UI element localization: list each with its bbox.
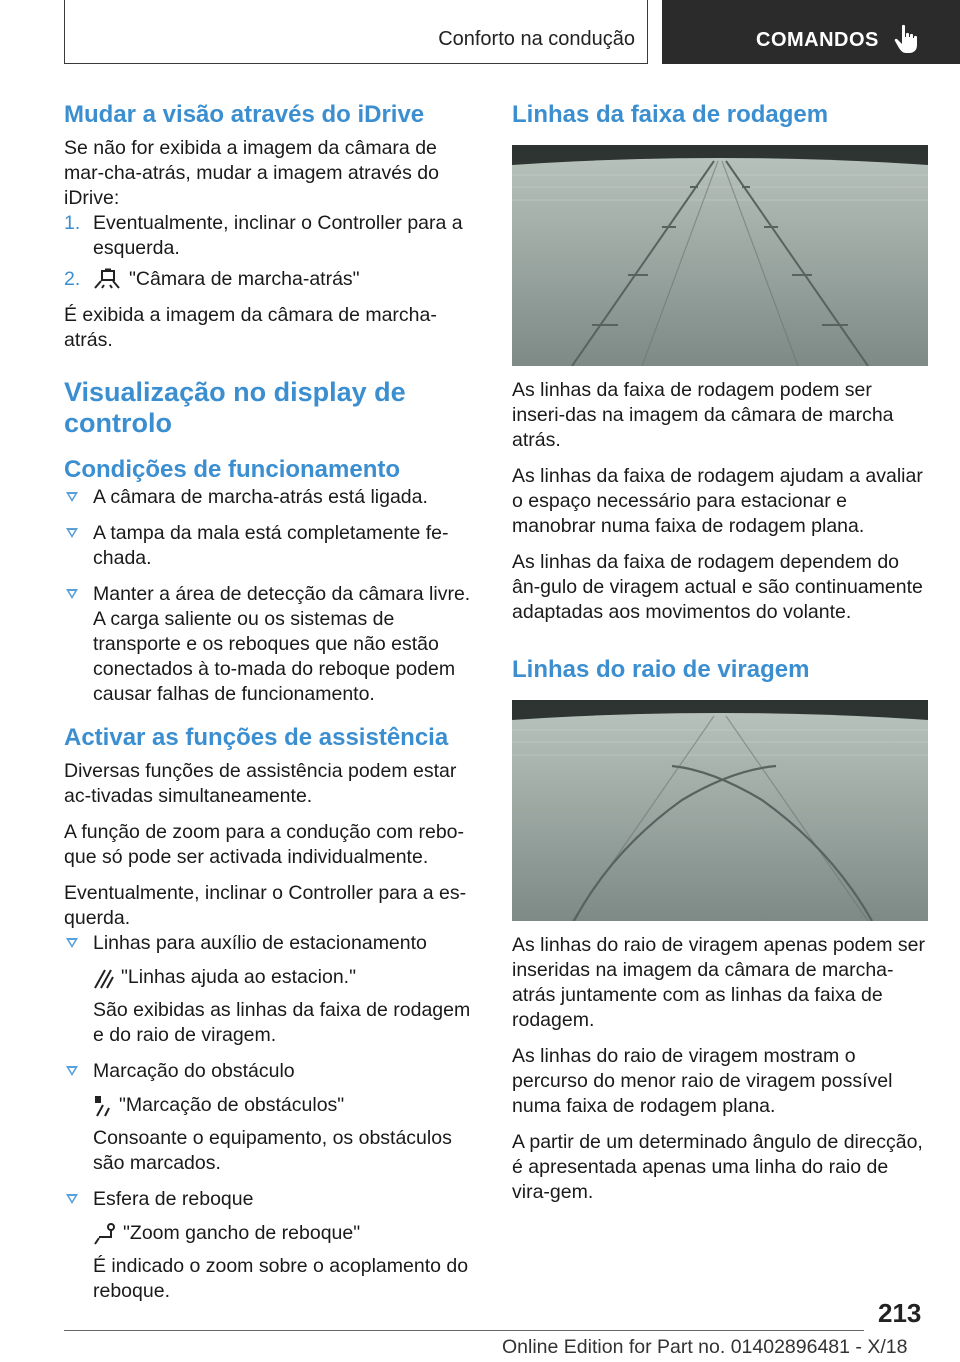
footer-edition: Online Edition for Part no. 01402896481 - X/18 [502,1336,908,1358]
heading-assist: Activar as funções de assistência [64,724,449,751]
function-description: Consoante o equipamento, os obstáculos são marcados. [93,1127,452,1174]
functions-list [64,931,480,1304]
header-chapter-title: COMANDOS [756,29,879,51]
heading-idrive: Mudar a visão através do iDrive [64,101,425,128]
heading-display: Visualização no display de controlo [64,377,406,438]
function-menu-label: "Linhas ajuda ao estacion." [121,966,357,988]
paragraph-radius-3: A partir de um determinado ângulo de direcção, é apresentada apenas uma linha do raio de vira-gem. [512,1131,923,1203]
header-section-title: Conforto na condução [438,28,635,50]
conditions-list [64,485,480,707]
lane-lines-camera-image [512,145,928,366]
function-menu-label: "Marcação de obstáculos" [119,1094,345,1116]
function-menu-label: "Zoom gancho de reboque" [123,1222,361,1244]
function-menu-row [93,1221,480,1246]
heading-conditions: Condições de funcionamento [64,456,401,483]
paragraph-radius-1: As linhas do raio de viragem apenas podem ser inseridas na imagem da câmara de marcha-atrás juntamente com as linhas da faixa de rodagem. [512,934,925,1031]
paragraph-assist-1: Diversas funções de assistência podem estar ac-tivadas simultaneamente. [64,760,457,807]
function-item [64,1059,480,1176]
obstacle-marking-icon [93,1095,113,1117]
right-column [512,100,930,1205]
function-title: Marcação do obstáculo [93,1060,295,1082]
paragraph-assist-2: A função de zoom para a condução com rebo-que só pode ser activada individualmente. [64,821,464,868]
function-item [64,931,480,1048]
function-menu-row [93,1093,480,1118]
function-description: É indicado o zoom sobre o acoplamento do reboque. [93,1255,469,1302]
function-title: Esfera de reboque [93,1188,254,1210]
tow-hitch-icon [93,1223,117,1245]
list-item [64,521,480,571]
header-section-box [64,0,648,64]
paragraph-result: É exibida a imagem da câmara de marcha-atrás. [64,304,437,351]
paragraph-idrive: Se não for exibida a imagem da câmara de mar-cha-atrás, mudar a imagem através do iDrive: [64,137,439,209]
turning-radius-camera-image [512,700,928,921]
triangle-bullet-icon [66,1066,78,1076]
step-text: Eventualmente, inclinar o Controller para a esquerda. [93,212,463,259]
function-title: Linhas para auxílio de estacionamento [93,932,427,954]
idrive-steps [64,211,480,292]
list-item-text: A tampa da mala está completamente fe-chada. [93,522,449,569]
step-number: 2. [64,268,81,290]
pointing-hand-icon [893,24,919,54]
paragraph-radius-2: As linhas do raio de viragem mostram o percurso do menor raio de viragem possível numa faixa de rodagem plana. [512,1045,893,1117]
triangle-bullet-icon [66,938,78,948]
triangle-bullet-icon [66,528,78,538]
paragraph-lanes-1: As linhas da faixa de rodagem podem ser inseri-das na imagem da câmara de marcha atrás. [512,379,894,451]
list-item [64,485,480,510]
triangle-bullet-icon [66,1194,78,1204]
list-item-text: Manter a área de detecção da câmara livre. A carga saliente ou os sistemas de transporte e os reboques que não estão conectados à to-mada do reboque podem causar falhas de funcionamento. [93,583,471,705]
paragraph-lanes-2: As linhas da faixa de rodagem ajudam a avaliar o espaço necessário para estacionar e manobrar numa faixa de rodagem plana. [512,465,923,537]
heading-radius: Linhas do raio de viragem [512,656,810,683]
left-column [64,100,480,1304]
heading-lanes: Linhas da faixa de rodagem [512,101,829,128]
page-number: 213 [878,1298,922,1328]
list-item [64,582,480,707]
triangle-bullet-icon [66,589,78,599]
list-item-text: A câmara de marcha-atrás está ligada. [93,486,428,508]
header-chapter-tab [662,0,960,64]
step-number: 1. [64,212,81,234]
footer-divider [64,1330,864,1331]
paragraph-lanes-3: As linhas da faixa de rodagem dependem do ân-gulo de viragem actual e são continuamente adaptadas aos movimentos do volante. [512,551,923,623]
triangle-bullet-icon [66,492,78,502]
function-description: São exibidas as linhas da faixa de rodagem e do raio de viragem. [93,999,471,1046]
parking-lines-icon [93,967,115,989]
function-item [64,1187,480,1304]
function-menu-row [93,965,480,990]
paragraph-assist-3: Eventualmente, inclinar o Controller para a es-querda. [64,882,467,929]
reverse-camera-icon [93,268,121,290]
step-item [64,211,480,261]
step-item [64,267,480,292]
step-text: "Câmara de marcha-atrás" [129,268,360,290]
